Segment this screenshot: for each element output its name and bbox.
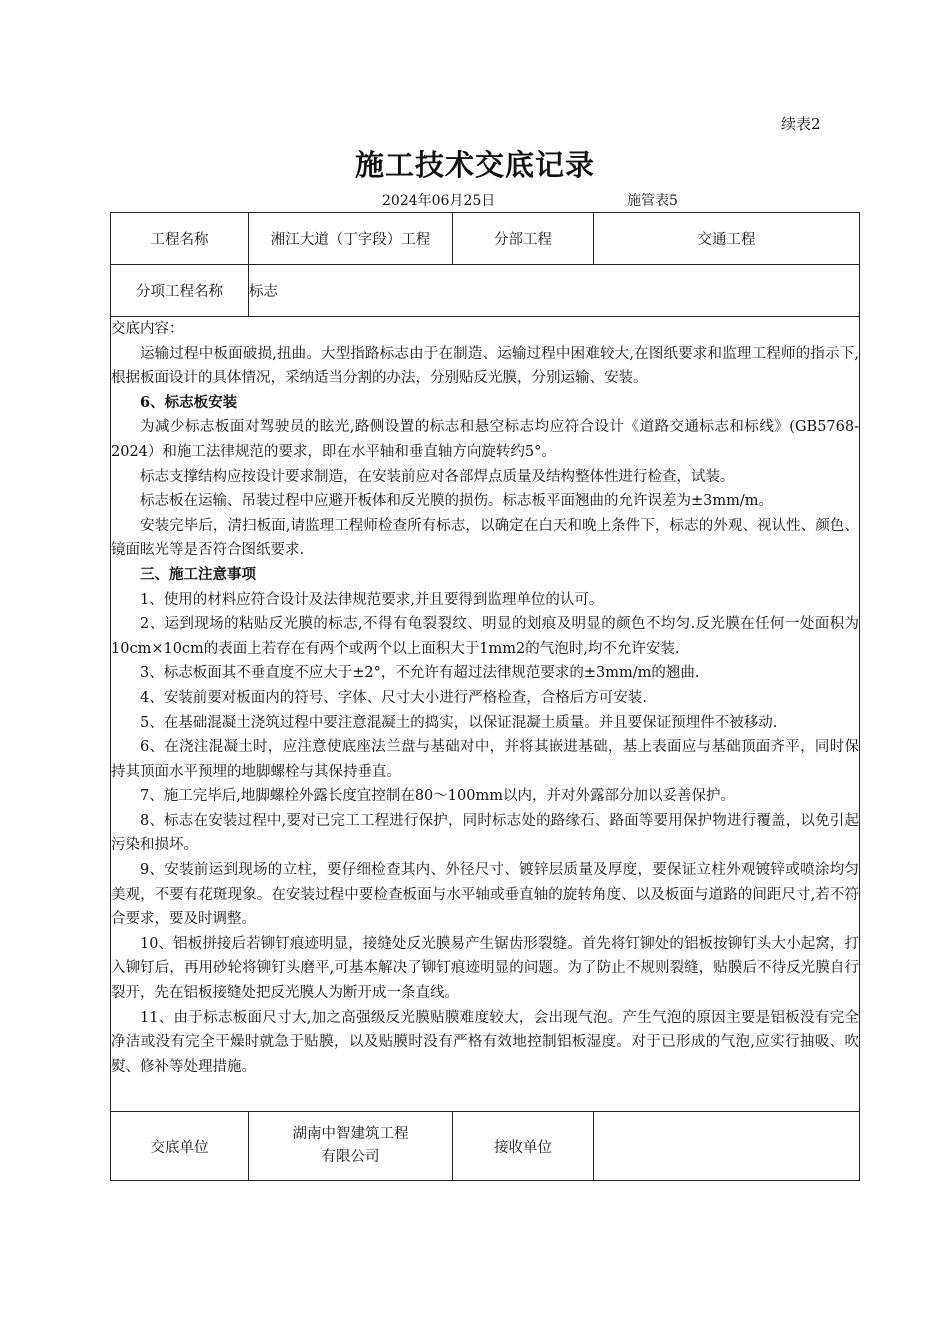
receiver-label: 接收单位 [453,1112,594,1181]
content-paragraph: 7、施工完毕后,地脚螺栓外露长度宜控制在80～100mm以内，并对外露部分加以妥善保护。 [140,788,735,805]
content-cell [111,317,860,1112]
record-table [110,212,860,1181]
form-number: 施管表5 [627,193,678,209]
subitem-row [111,265,860,317]
issuer-line-2: 有限公司 [321,1149,380,1165]
division-label: 分部工程 [453,213,594,265]
signature-row [111,1112,860,1181]
content-paragraph: 2、运到现场的粘贴反光膜的标志,不得有龟裂裂纹、明显的划痕及明显的颜色不均匀.反光膜在任何一处面积为10cm×10cm的表面上若存在有两个或两个以上面积大于1mm2的气泡时,均不允许安装. [111,616,859,657]
content-paragraph: 3、标志板面其不垂直度不应大于±2°，不允许有超过法律规范要求的±3mm/m的翘曲. [140,665,700,682]
content-paragraph: 标志支撑结构应按设计要求制造，在安装前应对各部焊点质量及结构整体性进行检查，试装。 [140,468,735,485]
division-value: 交通工程 [594,213,860,265]
content-paragraph: 4、安装前要对板面内的符号、字体、尺寸大小进行严格检查，合格后方可安装. [140,689,647,706]
project-row [111,213,860,265]
content-paragraph: 10、铝板拼接后若铆钉痕迹明显，接缝处反光膜易产生锯齿形裂缝。首先将钉铆处的铝板按铆钉头大小起窝，打入铆钉后，再用砂轮将铆钉头磨平,可基本解决了铆钉痕迹明显的问题。为了防止不规则裂缝，贴膜后不待反光膜自行裂开，先在铝板接缝处把反光膜人为断开成一条直线。 [111,935,859,1002]
subitem-value: 标志 [249,265,860,317]
section-heading: 三、施工注意事项 [140,565,256,583]
page-title: 施工技术交底记录 [354,148,595,182]
project-name-value: 湘江大道（丁字段）工程 [249,213,453,265]
content-paragraph: 6、在浇注混凝土时，应注意使底座法兰盘与基础对中，并将其嵌进基础，基上表面应与基础顶面齐平，同时保持其顶面水平预埋的地脚螺栓与其保持垂直。 [111,739,859,780]
content-paragraph: 11、由于标志板面尺寸大,加之高强级反光膜贴膜难度较大，会出现气泡。产生气泡的原因主要是铝板没有完全净洁或没有完全干燥时就急于贴膜，以及贴膜时没有严格有效地控制铝板湿度。对于已形成的气泡,应实行抽吸、吹熨、修补等处理措施。 [111,1009,859,1075]
content-paragraph: 为减少标志板面对驾驶员的眩光,路侧设置的标志和悬空标志均应符合设计《道路交通标志和标线》(GB5768-2024）和施工法律规范的要求，即在水平轴和垂直轴方向旋转约5°。 [111,419,859,460]
continuation-label: 续表2 [781,115,821,133]
issuer-label: 交底单位 [111,1112,249,1181]
content-paragraphs [111,342,859,1080]
receiver-value [594,1112,860,1181]
content-paragraph: 9、安装前运到现场的立柱，要仔细检查其内、外径尺寸、镀锌层质量及厚度，要保证立柱外观镀锌或喷涂均匀美观，不要有花斑现象。在安装过程中要检查板面与水平轴或垂直轴的旋转角度、以及板面与道路的间距尺寸,若不符合要求，要及时调整。 [111,862,859,928]
section-heading: 6、标志板安装 [140,393,238,411]
content-paragraph: 8、标志在安装过程中,要对已完工工程进行保护，同时标志处的路缘石、路面等要用保护物进行覆盖，以免引起污染和损坏。 [111,812,859,854]
content-paragraph: 1、使用的材料应符合设计及法律规范要求,并且要得到监理单位的认可。 [140,591,604,608]
content-paragraph: 标志板在运输、吊装过程中应避开板体和反光膜的损伤。标志板平面翘曲的允许误差为±3mm/m。 [140,493,774,510]
record-date: 2024年06月25日 [382,193,496,209]
project-name-label: 工程名称 [111,213,249,265]
content-paragraph: 运输过程中板面破损,扭曲。大型指路标志由于在制造、运输过程中困难较大,在图纸要求和监理工程师的指示下,根据板面设计的具体情况，采纳适当分割的办法，分别贴反光膜，分别运输、安装。 [111,345,859,387]
content-label: 交底内容： [111,321,184,337]
content-paragraph: 安装完毕后，清扫板面,请监理工程师检查所有标志，以确定在白天和晚上条件下，标志的外观、视认性、颜色、镜面眩光等是否符合图纸要求. [111,517,859,559]
issuer-value [249,1112,453,1181]
content-row [111,317,860,1112]
subitem-label: 分项工程名称 [111,265,249,317]
issuer-line-1: 湖南中智建筑工程 [292,1126,409,1142]
content-paragraph: 5、在基础混凝土浇筑过程中要注意混凝土的捣实，以保证混凝土质量。并且要保证预埋件不被移动. [140,714,778,731]
